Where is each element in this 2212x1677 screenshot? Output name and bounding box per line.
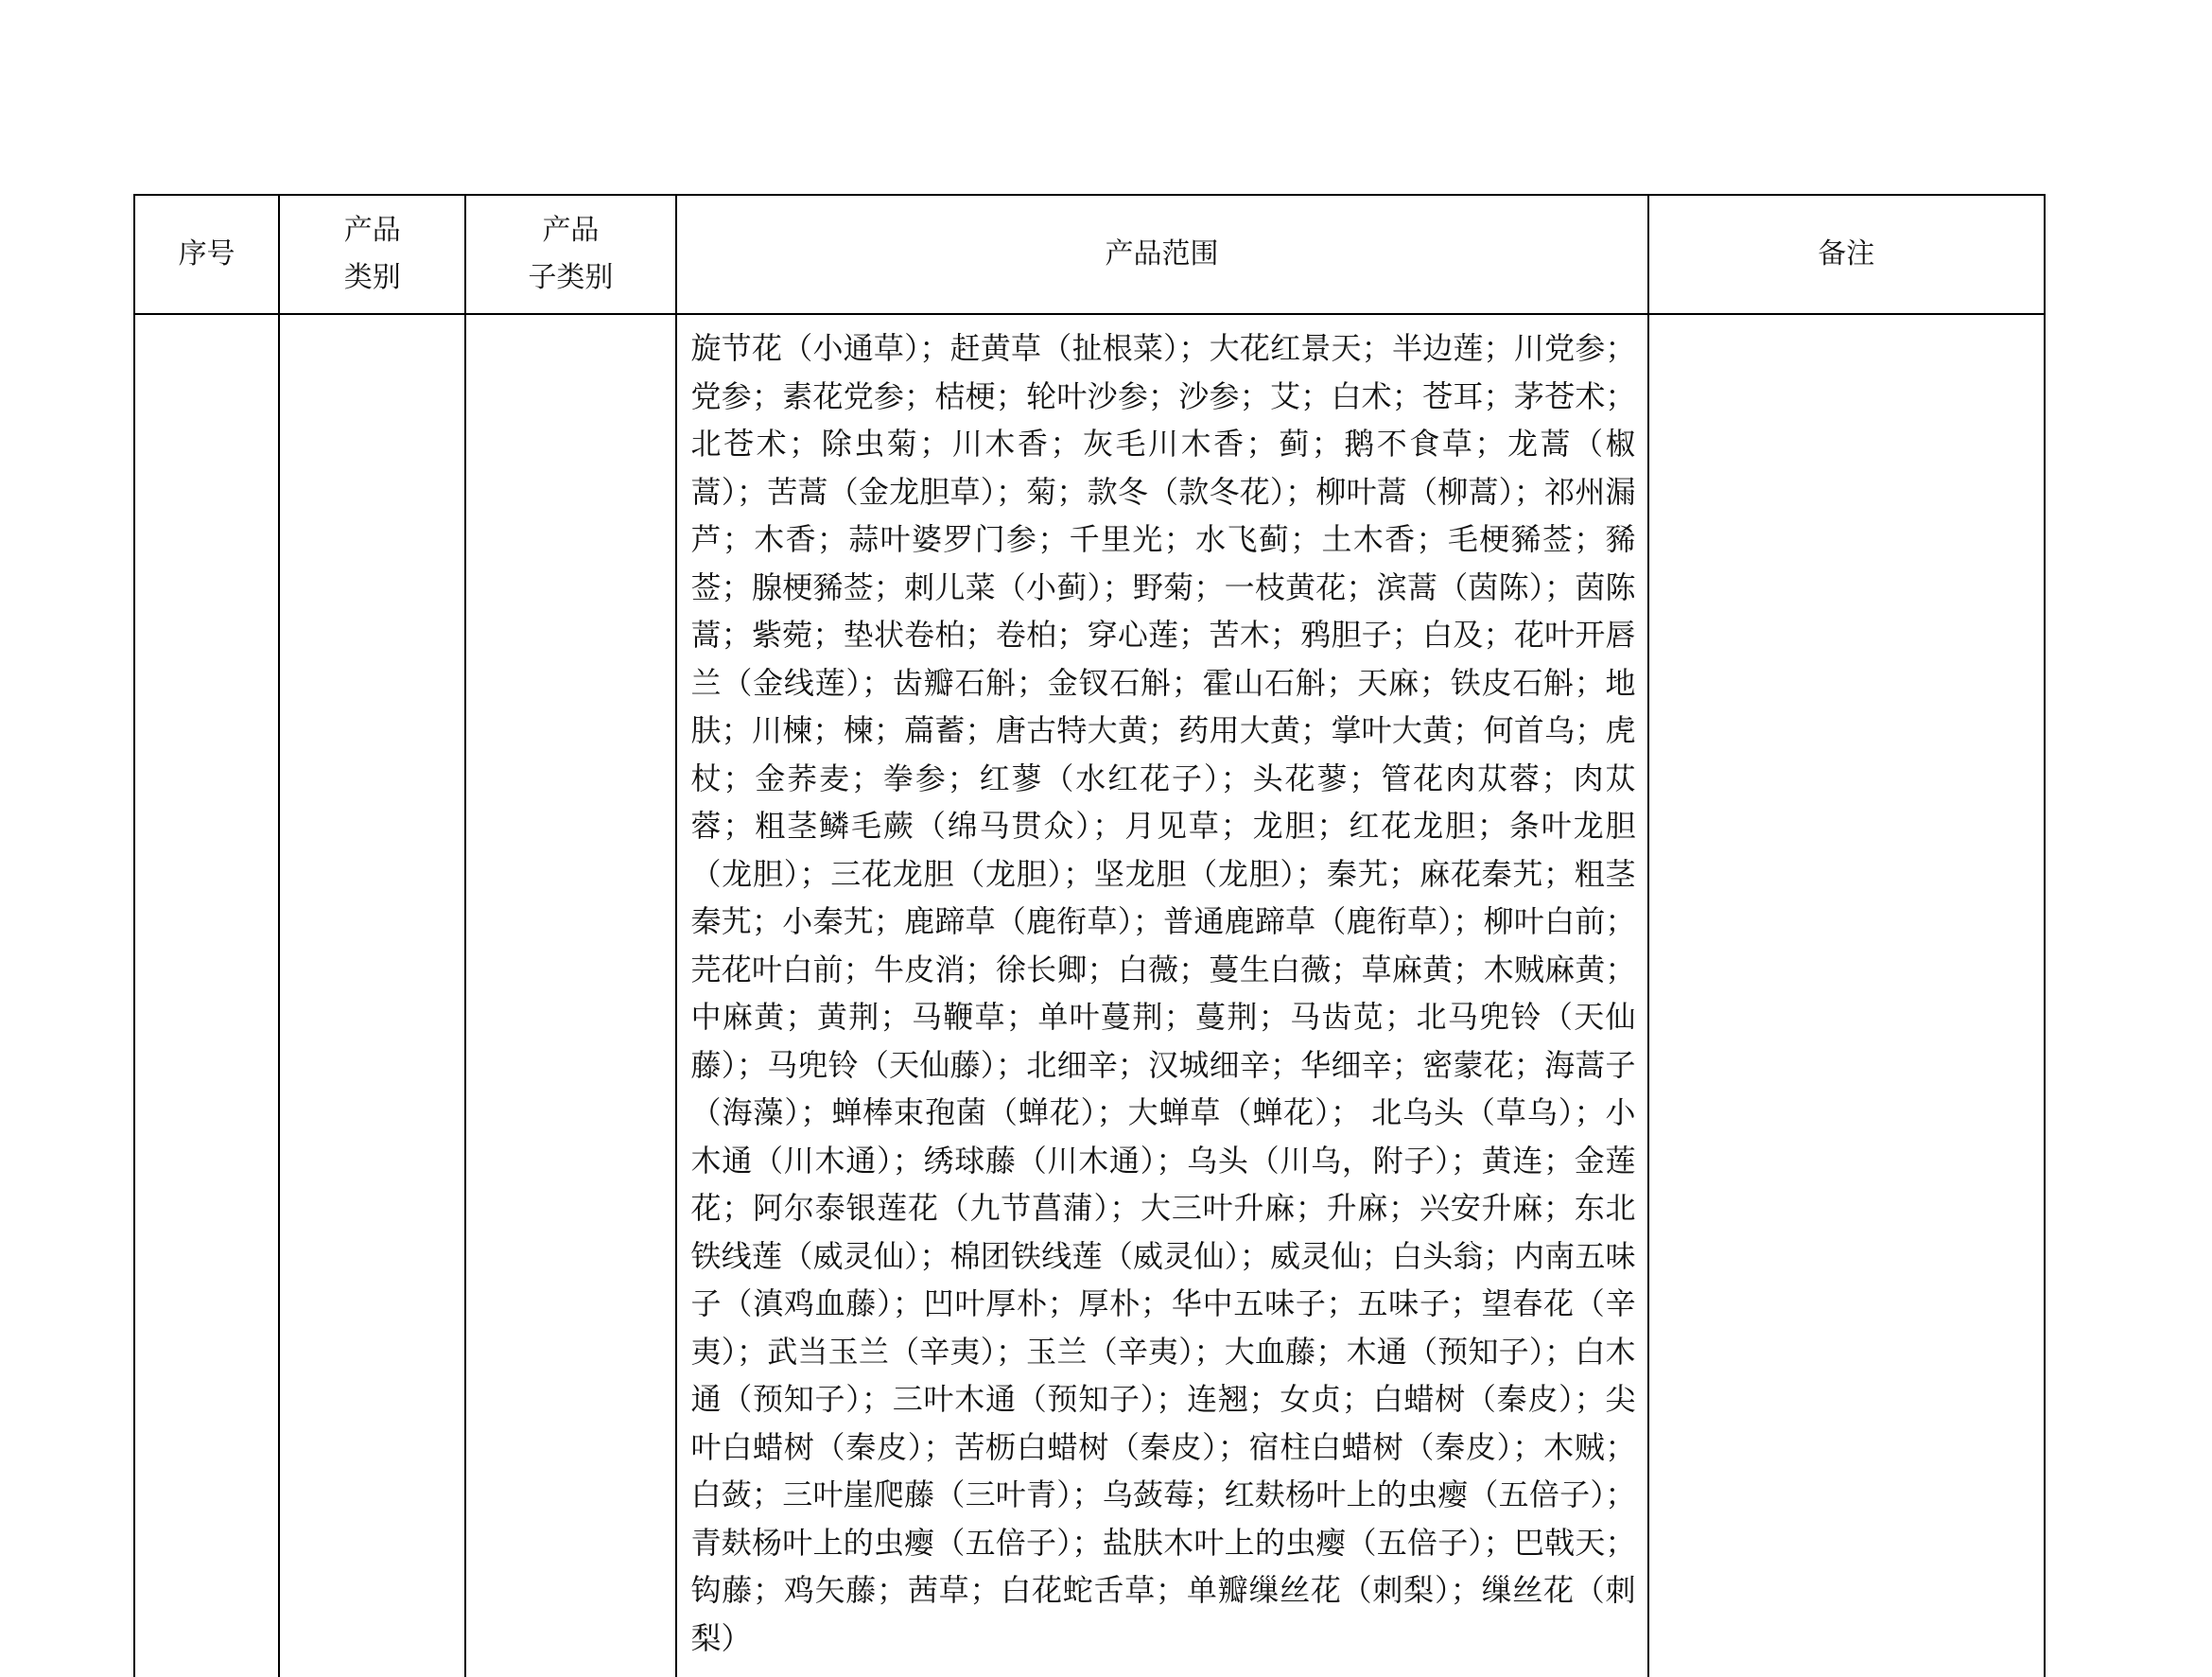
table-row	[134, 314, 2045, 1677]
header-category-line-1: 产品	[343, 214, 401, 247]
cell-range	[676, 314, 1648, 1677]
cell-seq	[134, 314, 279, 1677]
cell-subcategory	[465, 314, 675, 1677]
cell-category	[279, 314, 465, 1677]
header-seq: 序号	[134, 195, 279, 314]
product-range-text: 旋节花（小通草）；赶黄草（扯根菜）；大花红景天；半边莲；川党参；党参；素花党参；桔梗；轮叶沙参；沙参；艾；白术；苍耳；茅苍术；北苍术；除虫菊；川木香；灰毛川木香；蓟；鹅不食草；龙蒿（椒蒿）；苦蒿（金龙胆草）；菊；款冬（款冬花）；柳叶蒿（柳蒿）；祁州漏芦；木香；蒜叶婆罗门参；千里光；水飞蓟；土木香；毛梗豨莶；豨莶；腺梗豨莶；刺儿菜（小蓟）；野菊；一枝黄花；滨蒿（茵陈）；茵陈蒿；紫菀；垫状卷柏；卷柏；穿心莲；苦木；鸦胆子；白及；花叶开唇兰（金线莲）；齿瓣石斛；金钗石斛；霍山石斛；天麻；铁皮石斛；地肤；川楝；楝；萹蓄；唐古特大黄；药用大黄；掌叶大黄；何首乌；虎杖；金荞麦；拳参；红蓼（水红花子）；头花蓼；管花肉苁蓉；肉苁蓉；粗茎鳞毛蕨（绵马贯众）；月见草；龙胆；红花龙胆；条叶龙胆（龙胆）；三花龙胆（龙胆）；坚龙胆（龙胆）；秦艽；麻花秦艽；粗茎秦艽；小秦艽；鹿蹄草（鹿衔草）；普通鹿蹄草（鹿衔草）；柳叶白前；芫花叶白前；牛皮消；徐长卿；白薇；蔓生白薇；草麻黄；木贼麻黄；中麻黄；黄荆；马鞭草；单叶蔓荆；蔓荆；马齿苋；北马兜铃（天仙藤）；马兜铃（天仙藤）；北细辛；汉城细辛；华细辛；密蒙花；海蒿子（海藻）；蝉棒束孢菌（蝉花）；大蝉草（蝉花）； 北乌头（草乌）；小木通（川木通）；绣球藤（川木通）；乌头（川乌，附子）；黄连；金莲花；阿尔泰银莲花（九节菖蒲）；大三叶升麻；升麻；兴安升麻；东北铁线莲（威灵仙）；棉团铁线莲（威灵仙）；威灵仙；白头翁；内南五味子（滇鸡血藤）；凹叶厚朴；厚朴；华中五味子；五味子；望春花（辛夷）；武当玉兰（辛夷）；玉兰（辛夷）；大血藤；木通（预知子）；白木通（预知子）；三叶木通（预知子）；连翘；女贞；白蜡树（秦皮）；尖叶白蜡树（秦皮）；苦枥白蜡树（秦皮）；宿柱白蜡树（秦皮）；木贼；白蔹；三叶崖爬藤（三叶青）；乌蔹莓；红麸杨叶上的虫瘿（五倍子）；青麸杨叶上的虫瘿（五倍子）；盐肤木叶上的虫瘿（五倍子）；巴戟天；钩藤；鸡矢藤；茜草；白花蛇舌草；单瓣缫丝花（刺梨）；缫丝花（刺梨）	[690, 330, 1636, 1656]
header-range: 产品范围	[676, 195, 1648, 314]
cell-note	[1648, 314, 2045, 1677]
table-header-row	[134, 195, 2045, 314]
header-subcategory-line-2: 子类别	[528, 261, 614, 294]
header-category	[279, 195, 465, 314]
header-note: 备注	[1648, 195, 2045, 314]
header-category-line-2: 类别	[343, 261, 401, 294]
header-subcategory	[465, 195, 675, 314]
product-scope-table	[133, 194, 2046, 1677]
header-subcategory-line-1: 产品	[542, 214, 600, 247]
